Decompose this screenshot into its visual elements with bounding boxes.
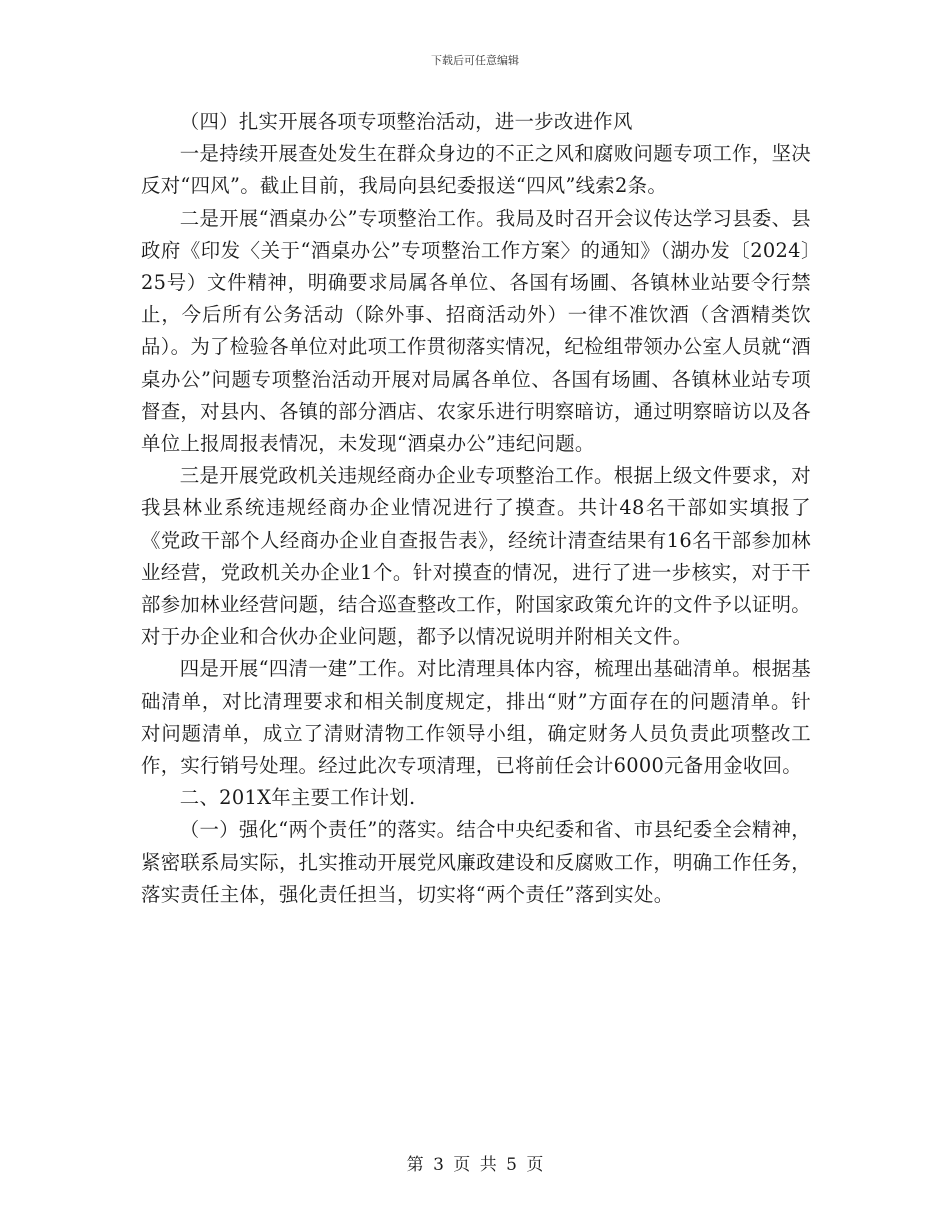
page-footer [0,1154,950,1176]
page-number: 第 3 页 共 5 页 [406,1155,544,1175]
paragraph: 二是开展“酒桌办公”专项整治工作。我局及时召开会议传达学习县委、县政府《印发〈关于“酒桌办公”专项整治工作方案〉的通知》（湖办发〔2024〕25号）文件精神，明确要求局属各单位、各国有场圃、各镇林业站要令行禁止，今后所有公务活动（除外事、招商活动外）一律不准饮酒（含酒精类饮品）。为了检验各单位对此项工作贯彻落实情况，纪检组带领办公室人员就“酒桌办公”问题专项整治活动开展对局属各单位、各国有场圃、各镇林业站专项督查，对县内、各镇的部分酒店、农家乐进行明察暗访，通过明察暗访以及各单位上报周报表情况，未发现“酒桌办公”违纪问题。 [141,206,811,456]
page-header [0,54,950,68]
paragraph: 一是持续开展查处发生在群众身边的不正之风和腐败问题专项工作，坚决反对“四风”。截止目前，我局向县纪委报送“四风”线索2条。 [141,142,811,198]
paragraph: 三是开展党政机关违规经商办企业专项整治工作。根据上级文件要求，对我县林业系统违规经商办企业情况进行了摸查。共计48名干部如实填报了《党政干部个人经商办企业自查报告表》，经统计清查结果有16名干部参加林业经营，党政机关办企业1个。针对摸查的情况，进行了进一步核实，对于干部参加林业经营问题，结合巡查整改工作，附国家政策允许的文件予以证明。对于办企业和合伙办企业问题，都予以情况说明并附相关文件。 [141,464,811,649]
section-heading: 二、201X年主要工作计划. [179,786,416,810]
document-body [141,106,811,911]
header-note: 下载后可任意编辑 [431,54,519,67]
section-heading: （四）扎实开展各项专项整治活动，进一步改进作风 [179,110,633,133]
paragraph: 四是开展“四清一建”工作。对比清理具体内容，梳理出基础清单。根据基础清单，对比清理要求和相关制度规定，排出“财”方面存在的问题清单。针对问题清单，成立了清财清物工作领导小组，确定财务人员负责此项整改工作，实行销号处理。经过此次专项清理，已将前任会计6000元备用金收回。 [141,657,811,778]
paragraph: （一）强化“两个责任”的落实。结合中央纪委和省、市县纪委全会精神，紧密联系局实际，扎实推动开展党风廉政建设和反腐败工作，明确工作任务，落实责任主体，强化责任担当，切实将“两个责任”落到实处。 [141,818,811,906]
